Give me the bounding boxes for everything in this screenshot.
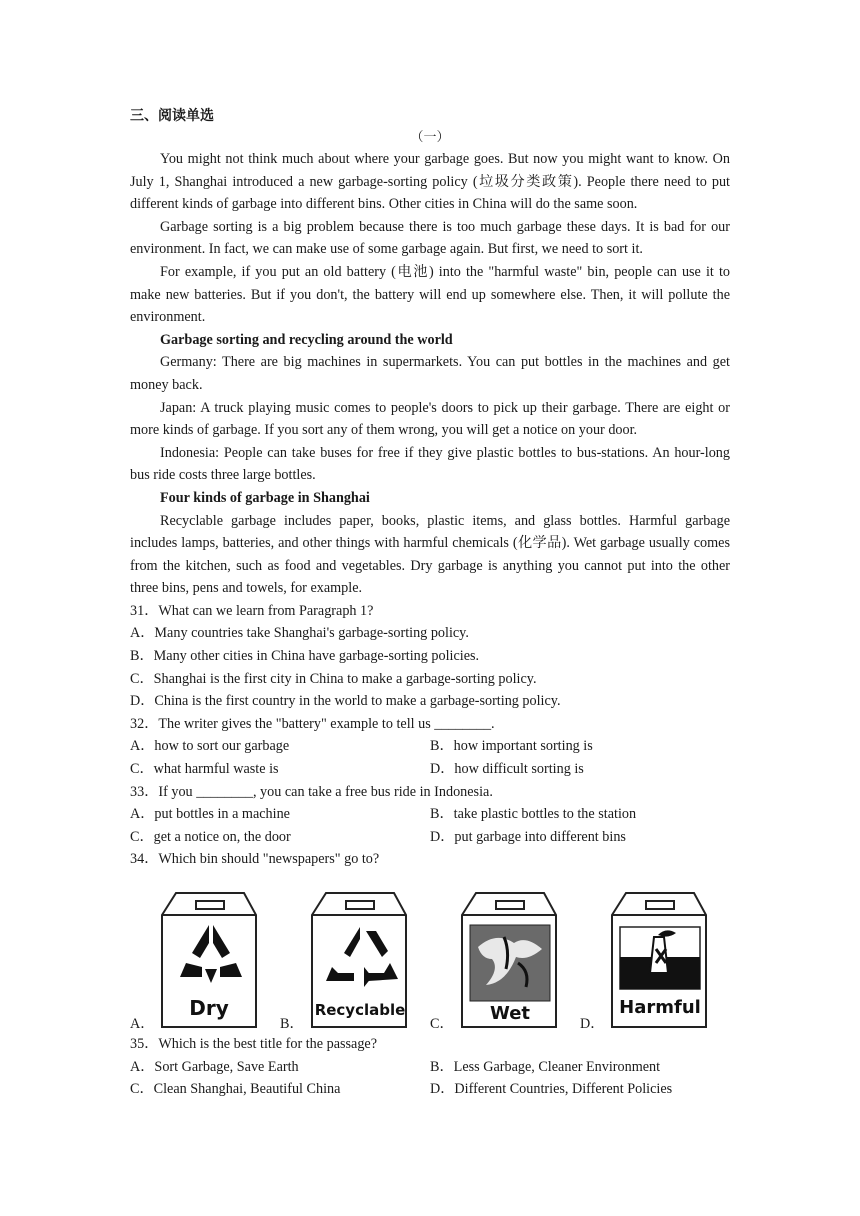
paragraph-3: For example, if you put an old battery (电池) into the "harmful waste" bin, people can use it to make new batteries. But if you don't, the battery will end up somewhere else. Then, it will pollute the environment. xyxy=(130,263,730,326)
option-letter: B． xyxy=(280,1016,304,1032)
question-32-option-c[interactable]: C．what harmful waste is xyxy=(130,761,279,778)
passage-number: （一） xyxy=(410,130,450,145)
question-34-option-c[interactable] xyxy=(430,887,580,1033)
document-page xyxy=(130,104,730,1101)
bin-label: Harmful xyxy=(619,997,702,1018)
question-31-option-d[interactable]: D．China is the first country in the world to make a garbage-sorting policy. xyxy=(130,693,561,710)
paragraph-japan: Japan: A truck playing music comes to people's doors to pick up their garbage. There are eight or more kinds of garbage. If you sort any of them wrong, you will get a notice on your door. xyxy=(130,399,730,439)
question-33-option-a[interactable]: A．put bottles in a machine xyxy=(130,806,290,823)
question-34-option-b[interactable] xyxy=(280,887,430,1033)
paragraph-2: Garbage sorting is a big problem because there is too much garbage these days. It is bad for our environment. In fact, we can make use of some garbage again. But first, we need to sort it. xyxy=(130,218,730,258)
question-32-option-a[interactable]: A．how to sort our garbage xyxy=(130,738,290,755)
wet-bin-icon xyxy=(456,887,564,1033)
harmful-bin-icon xyxy=(606,887,714,1033)
option-letter: A． xyxy=(130,1016,155,1032)
question-35-option-d[interactable]: D．Different Countries, Different Policies xyxy=(430,1081,673,1098)
paragraph-indonesia: Indonesia: People can take buses for free if they give plastic bottles to bus-stations. An hour-long bus ride costs three large bottles. xyxy=(130,444,730,484)
paragraph-germany: Germany: There are big machines in supermarkets. You can put bottles in the machines and get money back. xyxy=(130,354,730,393)
question-35-row-1 xyxy=(130,1056,730,1079)
question-31-option-a[interactable]: A．Many countries take Shanghai's garbage-sorting policy. xyxy=(130,625,469,642)
question-32-row-2 xyxy=(130,758,730,781)
heading-shanghai: Four kinds of garbage in Shanghai xyxy=(160,489,370,506)
paragraph-shanghai: Recyclable garbage includes paper, books, plastic items, and glass bottles. Harmful garbage includes lamps, batteries, and other things with harmful chemicals (化学品). Wet garbage usually comes from the kitchen, such as food and vegetables. Dry garbage is anything you cannot put into the other three bins, pens and towels, for example. xyxy=(130,512,730,597)
bin-label: Wet xyxy=(489,1003,530,1024)
question-32-stem: 32．The writer gives the "battery" example to tell us ________. xyxy=(130,715,495,732)
question-33-row-1 xyxy=(130,803,730,826)
question-35-option-a[interactable]: A．Sort Garbage, Save Earth xyxy=(130,1058,299,1075)
question-34-option-a[interactable] xyxy=(130,887,280,1033)
option-letter: D． xyxy=(580,1016,605,1032)
dry-bin-icon xyxy=(156,887,264,1033)
question-32-option-b[interactable]: B．how important sorting is xyxy=(430,738,593,755)
question-35-option-b[interactable]: B．Less Garbage, Cleaner Environment xyxy=(430,1058,661,1075)
question-33-option-b[interactable]: B．take plastic bottles to the station xyxy=(430,806,637,823)
question-31-option-c[interactable]: C．Shanghai is the first city in China to make a garbage-sorting policy. xyxy=(130,670,537,687)
question-35-row-2 xyxy=(130,1078,730,1101)
paragraph-1: You might not think much about where your garbage goes. But now you might want to know. On July 1, Shanghai introduced a new garbage-sorting policy (垃圾分类政策). People there need to put different kinds of garbage into different bins. Other cities in China will do the same soon. xyxy=(130,151,730,213)
recyclable-bin-icon xyxy=(306,887,414,1033)
question-33-option-d[interactable]: D．put garbage into different bins xyxy=(430,828,626,845)
bin-label: Dry xyxy=(189,996,230,1020)
option-letter: C． xyxy=(430,1016,454,1032)
question-32-option-d[interactable]: D．how difficult sorting is xyxy=(430,761,584,778)
question-34-bins xyxy=(130,875,730,1033)
section-title: 三、阅读单选 xyxy=(130,108,214,124)
question-33-row-2 xyxy=(130,826,730,849)
heading-world: Garbage sorting and recycling around the world xyxy=(160,331,453,348)
question-35-option-c[interactable]: C．Clean Shanghai, Beautiful China xyxy=(130,1081,341,1098)
question-31-stem: 31．What can we learn from Paragraph 1? xyxy=(130,602,374,619)
question-34-option-d[interactable] xyxy=(580,887,730,1033)
question-31-option-b[interactable]: B．Many other cities in China have garbage-sorting policies. xyxy=(130,648,480,665)
question-33-option-c[interactable]: C．get a notice on, the door xyxy=(130,828,291,845)
question-34-stem: 34．Which bin should "newspapers" go to? xyxy=(130,851,380,868)
question-35-stem: 35．Which is the best title for the passage? xyxy=(130,1036,378,1052)
question-32-row-1 xyxy=(130,735,730,758)
question-33-stem: 33．If you ________, you can take a free bus ride in Indonesia. xyxy=(130,783,493,800)
bin-label: Recyclable xyxy=(314,1001,405,1019)
